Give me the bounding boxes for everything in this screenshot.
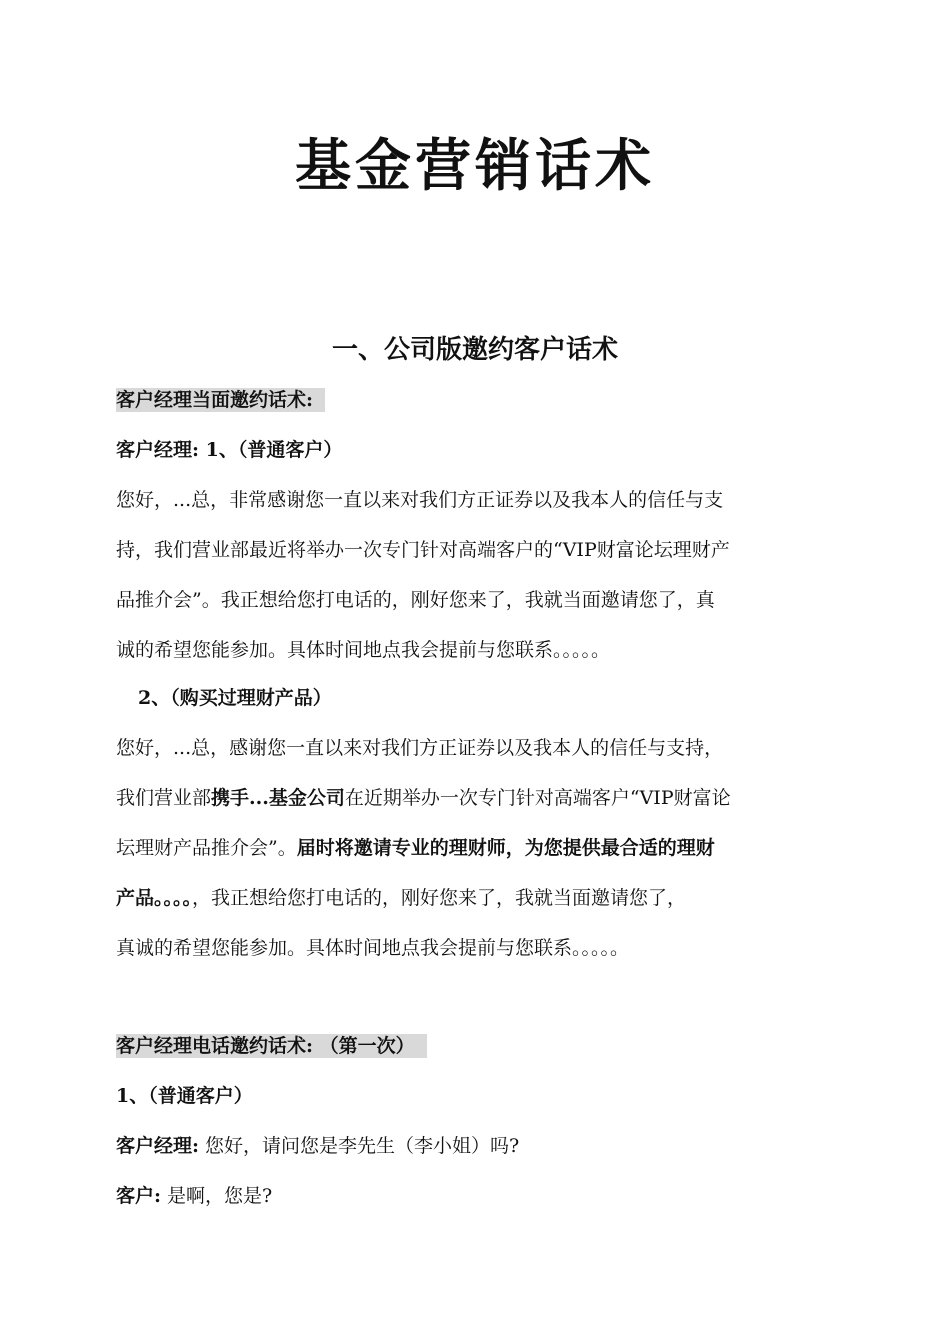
text-run: ，我正想给您打电话的，刚好您来了，我就当面邀请您了， [192, 887, 687, 909]
bold-text-run: 携手...基金公司 [211, 787, 345, 809]
paragraph-line: 品推介会”。我正想给您打电话的，刚好您来了，我就当面邀请您了，真 [116, 589, 715, 611]
bold-text-run: 产品。。。。 [116, 887, 193, 909]
dialog-text: 您好，请问您是李先生（李小姐）吗? [199, 1135, 520, 1157]
paragraph-line [116, 783, 851, 813]
phone-item1-heading: 1、（普通客户） [116, 1085, 253, 1107]
dialog-speaker: 客户经理: [116, 1135, 200, 1157]
bold-text-run: 届时将邀请专业的理财师，为您提供最合适的理财 [296, 837, 715, 859]
dialog-line [116, 1181, 851, 1211]
face-invite-label: 客户经理当面邀约话术: [116, 388, 325, 412]
item1-heading: 客户经理: 1、（普通客户） [116, 439, 343, 461]
text-run: 在近期举办一次专门针对高端客户“VIP财富论 [344, 787, 731, 809]
dialog-text: 是啊，您是? [161, 1185, 273, 1207]
face-invite-label-line [116, 385, 851, 415]
text-run: 我们营业部 [116, 787, 212, 809]
item2-heading: 2、（购买过理财产品） [138, 687, 332, 709]
paragraph-line [116, 883, 851, 913]
dialog-line [116, 1131, 851, 1161]
document-title: 基金营销话术 [295, 133, 655, 199]
section-title: 一、公司版邀约客户话术 [331, 335, 618, 365]
dialog-speaker: 客户: [116, 1185, 162, 1207]
paragraph-line [116, 833, 851, 863]
text-run: 坛理财产品推介会”。 [116, 837, 297, 859]
paragraph-line: 您好，...总，非常感谢您一直以来对我们方正证券以及我本人的信任与支 [116, 489, 724, 511]
paragraph-line: 持，我们营业部最近将举办一次专门针对高端客户的“VIP财富论坛理财产 [116, 539, 730, 561]
phone-invite-label: 客户经理电话邀约话术: （第一次） [116, 1034, 427, 1058]
paragraph-line: 真诚的希望您能参加。具体时间地点我会提前与您联系。。。。。 [116, 937, 630, 959]
phone-invite-label-line [116, 1031, 851, 1061]
paragraph-line: 您好，...总，感谢您一直以来对我们方正证券以及我本人的信任与支持， [116, 737, 724, 759]
paragraph-line: 诚的希望您能参加。具体时间地点我会提前与您联系。。。。。 [116, 639, 611, 661]
